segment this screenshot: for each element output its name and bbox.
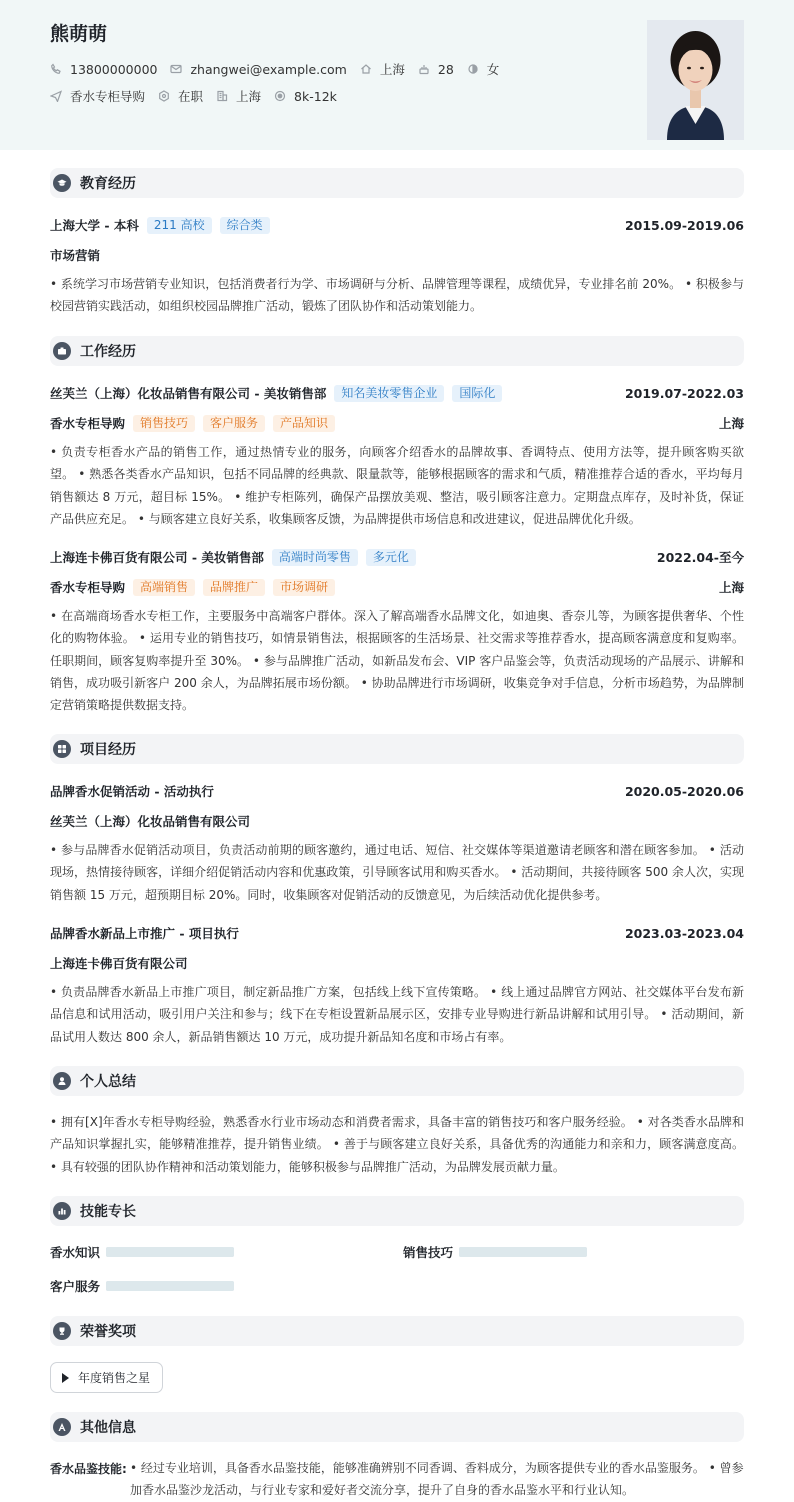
- summary-text: • 拥有[X]年香水专柜导购经验，熟悉香水行业市场动态和消费者需求，具备丰富的销售技巧和客户服务经验。 • 对各类香水品牌和产品知识掌握扎实，能够精准推荐，提升销售业绩。 • 善于与顾客建立良好关系，具备优秀的沟通能力和亲和力，顾客满意度高。 • 具有较强的团队协作精神和活动策划能力，能够积极参与品牌推广活动，为品牌发展贡献力量。: [50, 1115, 744, 1174]
- work-description: • 在高端商场香水专柜工作，主要服务中高端客户群体。深入了解高端香水品牌文化，如迪奥、香奈儿等，为顾客提供奢华、个性化的购物体验。 • 运用专业的销售技巧，如情景销售法，根据顾客的生活场景、社交需求等推荐香水，提高顾客满意度和复购率。任职期间，顾客复购率提升至 30%。 • 参与品牌推广活动，如新品发布会、VIP 客户品鉴会等，负责活动现场的产品展示、讲解和销售，成功吸引新客户 200 余人，为品牌拓展市场份额。 • 协助品牌进行市场调研，收集竞争对手信息，分析市场趋势，为品牌制定营销策略提供数据支持。: [50, 609, 744, 713]
- project-name: 品牌香水新品上市推广 - 项目执行: [50, 926, 239, 941]
- age-item: [418, 62, 454, 77]
- job-role: 香水专柜导购: [50, 580, 126, 595]
- contact-info-row: [50, 60, 512, 78]
- skill-label: 香水知识: [50, 1245, 101, 1260]
- work-city: 上海: [718, 416, 744, 431]
- job-intent-row: [50, 87, 350, 105]
- info-icon: [53, 1418, 71, 1436]
- skill-label: 销售技巧: [403, 1245, 454, 1260]
- skill-bar-fill: [106, 1247, 234, 1257]
- building-icon: [216, 90, 228, 102]
- salary-text: 8k-12k: [294, 88, 337, 104]
- summary-section-title: 个人总结: [80, 1074, 136, 1090]
- cake-icon: [418, 63, 430, 75]
- work-date: 2022.04-至今: [656, 550, 744, 565]
- target-city-item: [216, 87, 261, 105]
- phone-item: [50, 62, 157, 77]
- briefcase-icon: [53, 342, 71, 360]
- education-section-title: 教育经历: [80, 176, 136, 192]
- school-name: 上海大学 - 本科: [50, 218, 139, 233]
- status-text: 在职: [178, 89, 204, 104]
- education-description: • 系统学习市场营销专业知识，包括消费者行为学、市场调研与分析、品牌管理等课程，成绩优异，专业排名前 20%。 • 积极参与校园营销实践活动，如组织校园品牌推广活动，锻炼了团队协作和活动策划能力。: [50, 277, 744, 314]
- gender-icon: [467, 63, 479, 75]
- skill-bar: [106, 1247, 234, 1257]
- school-tag: 211 高校: [147, 217, 212, 234]
- projects-section-header: [50, 734, 744, 764]
- play-icon: [62, 1373, 69, 1383]
- award-item-button[interactable]: [50, 1362, 163, 1393]
- school-tag: 综合类: [220, 217, 270, 234]
- major-name: 市场营销: [50, 248, 101, 263]
- skills-section-header: [50, 1196, 744, 1226]
- education-entry-header: [50, 216, 744, 234]
- gender-item: [467, 60, 500, 78]
- work-entry-header: [50, 548, 744, 566]
- company-name: 丝芙兰（上海）化妆品销售有限公司 - 美妆销售部: [50, 386, 327, 401]
- skill-tag: 客户服务: [203, 415, 265, 432]
- work-role-row: [50, 578, 744, 596]
- skill-tag: 销售技巧: [133, 415, 195, 432]
- skill-tag: 市场调研: [273, 579, 335, 596]
- target-position-item: [50, 87, 145, 105]
- skill-item: [50, 1244, 234, 1260]
- work-entry-header: [50, 384, 744, 402]
- email-address: zhangwei@example.com: [190, 61, 347, 77]
- project-date: 2020.05-2020.06: [624, 783, 744, 799]
- education-major-row: [50, 246, 744, 264]
- location-text: 上海: [379, 62, 405, 77]
- skill-item: [403, 1244, 587, 1260]
- project-entry-header: [50, 782, 744, 800]
- awards-section-header: [50, 1316, 744, 1346]
- location-item: [360, 60, 405, 78]
- skill-bar-fill: [459, 1247, 587, 1257]
- summary-section-header: [50, 1066, 744, 1096]
- graduation-cap-icon: [53, 174, 71, 192]
- company-tag: 高端时尚零售: [272, 549, 358, 566]
- company-tag: 国际化: [452, 385, 502, 402]
- project-name: 品牌香水促销活动 - 活动执行: [50, 784, 214, 799]
- skills-section-title: 技能专长: [80, 1204, 136, 1220]
- education-section-header: [50, 168, 744, 198]
- portrait-image: [647, 20, 744, 140]
- projects-section-title: 项目经历: [80, 742, 136, 758]
- project-org: 丝芙兰（上海）化妆品销售有限公司: [50, 814, 251, 829]
- candidate-name: 熊萌萌: [50, 23, 108, 45]
- skill-tag: 品牌推广: [203, 579, 265, 596]
- send-icon: [50, 90, 62, 102]
- job-role: 香水专柜导购: [50, 416, 126, 431]
- status-icon: [158, 90, 170, 102]
- user-icon: [53, 1072, 71, 1090]
- project-description: • 参与品牌香水促销活动项目，负责活动前期的顾客邀约，通过电话、短信、社交媒体等渠道邀请老顾客和潜在顾客参加。 • 活动现场，热情接待顾客，详细介绍促销活动内容和优惠政策，引导顾客试用和购买香水。 • 活动期间，共接待顾客 500 余人次，实现销售额 15 万元，超预期目标 20%。同时，收集顾客对促销活动的反馈意见，为后续活动优化提供参考。: [50, 843, 744, 902]
- company-tag: 知名美妆零售企业: [334, 385, 444, 402]
- project-description: • 负责品牌香水新品上市推广项目，制定新品推广方案，包括线上线下宣传策略。 • 线上通过品牌官方网站、社交媒体平台发布新品信息和试用活动，吸引用户关注和参与；线下在专柜设置新品展示区，安排专业导购进行新品讲解和试用引导。 • 活动期间，新品试用人数达 800 余人，新品销售额达 10 万元，成功提升新品知名度和市场占有率。: [50, 985, 744, 1044]
- work-role-row: [50, 414, 744, 432]
- project-org-row: [50, 954, 744, 972]
- salary-item: [274, 89, 337, 104]
- other-info-label: 香水品鉴技能:: [50, 1462, 127, 1476]
- work-description: • 负责专柜香水产品的销售工作，通过热情专业的服务，向顾客介绍香水的品牌故事、香调特点、使用方法等，提升顾客购买欲望。 • 熟悉各类香水产品知识，包括不同品牌的经典款、限量款等，能够根据顾客的需求和气质，精准推荐合适的香水，平均每月销售额达 8 万元，超目标 15%。 • 维护专柜陈列，确保产品摆放美观、整洁，吸引顾客注意力。定期盘点库存，及时补货，保证产品供应充足。 • 与顾客建立良好关系，收集顾客反馈，为品牌提供市场信息和改进建议，促进品牌优化升级。: [50, 445, 744, 526]
- email-item: [170, 62, 346, 77]
- other-info-text: • 经过专业培训，具备香水品鉴技能，能够准确辨别不同香调、香料成分，为顾客提供专业的香水品鉴服务。 • 曾参加香水品鉴沙龙活动，与行业专家和爱好者交流分享，提升了自身的香水品鉴水平和行业认知。: [130, 1461, 744, 1498]
- age-text: 28: [437, 61, 454, 77]
- work-section-title: 工作经历: [80, 344, 136, 360]
- project-org-row: [50, 812, 744, 830]
- skill-label: 客户服务: [50, 1279, 101, 1294]
- target-position-text: 香水专柜导购: [70, 89, 146, 104]
- target-city-text: 上海: [236, 89, 262, 104]
- phone-icon: [50, 63, 62, 75]
- education-date: 2015.09-2019.06: [624, 217, 744, 233]
- awards-section-title: 荣誉奖项: [80, 1324, 136, 1340]
- skill-tag: 产品知识: [273, 415, 335, 432]
- project-entry-header: [50, 924, 744, 942]
- company-tag: 多元化: [366, 549, 416, 566]
- status-item: [158, 87, 203, 105]
- company-name: 上海连卡佛百货有限公司 - 美妆销售部: [50, 550, 264, 565]
- award-label: 年度销售之星: [78, 1371, 151, 1385]
- project-date: 2023.03-2023.04: [624, 925, 744, 941]
- project-org: 上海连卡佛百货有限公司: [50, 956, 188, 971]
- profile-photo: [647, 20, 744, 140]
- skill-tag: 高端销售: [133, 579, 195, 596]
- other-section-header: [50, 1412, 744, 1442]
- skill-bar: [106, 1281, 234, 1291]
- work-date: 2019.07-2022.03: [624, 385, 744, 401]
- bar-chart-icon: [53, 1202, 71, 1220]
- grid-icon: [53, 740, 71, 758]
- coin-icon: [274, 90, 286, 102]
- mail-icon: [170, 63, 182, 75]
- award-icon: [53, 1322, 71, 1340]
- home-icon: [360, 63, 372, 75]
- resume-header: [0, 0, 794, 150]
- work-city: 上海: [718, 580, 744, 595]
- skill-item: [50, 1278, 234, 1294]
- other-section-title: 其他信息: [80, 1420, 136, 1436]
- phone-number: 13800000000: [70, 61, 158, 77]
- work-section-header: [50, 336, 744, 366]
- skill-bar: [459, 1247, 587, 1257]
- skill-bar-fill: [106, 1281, 234, 1291]
- gender-text: 女: [486, 62, 500, 77]
